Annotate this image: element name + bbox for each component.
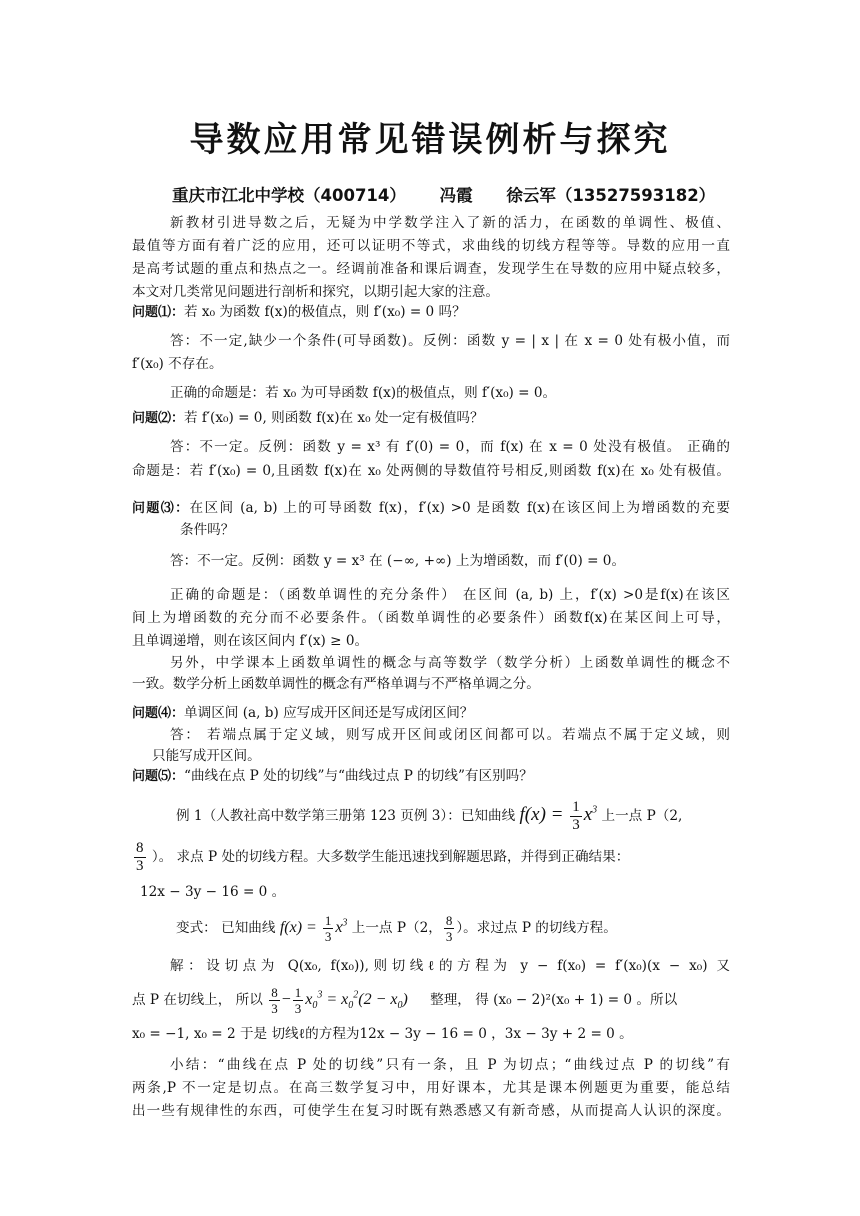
variant-question: ）。求过点 P 的切线方程。 — [456, 920, 617, 936]
solution-lead: 点 P 在切线上， 所以 — [132, 992, 263, 1008]
variant-formula: f(x) = — [279, 919, 321, 936]
q3-answer: 答：不一定。反例：函数 y = x³ 在 (−∞, +∞) 上为增函数，而 f′(0) = 0。 — [170, 553, 626, 569]
summary-line-1: 小结：“曲线在点 P 处的切线”只有一条，且 P 为切点；“曲线过点 P 的切线”有 — [170, 1057, 730, 1073]
q3-correct-line-3: 且单调递增，则在该区间内 f′(x) ≥ 0。 — [132, 633, 369, 649]
q1-answer-line-1: 答：不一定,缺少一个条件(可导函数)。反例：函数 y = | x | 在 x = 0 处有极小值，而 — [170, 333, 730, 349]
example-1-lead: 例 1（人教社高中数学第三册第 123 页例 3）：已知曲线 — [176, 808, 516, 824]
example-1-question: ）。 求点 P 处的切线方程。大多数学生能迅速找到解题思路，并得到正确结果： — [151, 849, 630, 865]
q3-correct-line-2: 间上为增函数的充分而不必要条件。（函数单调性的必要条件）函数f(x)在某区间上可导， — [132, 610, 730, 626]
example-1-point: 上一点 P（2, — [601, 808, 683, 824]
question-3 — [132, 499, 730, 518]
solution-line-1: 解：设切点为 Q(x₀, f(x₀)),则切线ℓ的方程为 y − f(x₀) = f′(x₀)(x − x₀) 又 — [170, 958, 730, 974]
q4-answer-line-1: 答： 若端点属于定义域，则写成开区间或闭区间都可以。若端点不属于定义域，则 — [170, 727, 730, 743]
question-1 — [132, 303, 466, 322]
author-feng: 冯霞 — [439, 186, 473, 205]
variant-line: 变式： 已知曲线 f(x) = $\frac{1}{3}$ $x^3$ 上一点 P（2， $\frac{8}{3}$ ）。求过点 P 的切线方程。 — [176, 913, 617, 944]
question-1-label: 问题⑴： — [132, 305, 185, 320]
page-title: 导数应用常见错误例析与探究 — [189, 120, 671, 160]
q2-answer-line-2: 命题是：若 f′(x₀) = 0,且函数 f(x)在 x₀ 处两侧的导数值符号相反,则函数 f(x)在 x₀ 处有极值。 — [132, 463, 730, 479]
intro-line-1: 新教材引进导数之后，无疑为中学数学注入了新的活力，在函数的单调性、极值、 — [170, 215, 730, 231]
question-5-text: “曲线在点 P 处的切线”与“曲线过点 P 的切线”有区别吗？ — [184, 768, 533, 784]
school-name: 重庆市江北中学校（400714） — [172, 186, 406, 205]
question-5-label: 问题⑸： — [132, 769, 185, 784]
summary-line-3: 出一些有规律性的东西，可使学生在复习时既有熟悉感又有新奇感，从而提高人认识的深度。 — [132, 1103, 730, 1119]
question-2 — [132, 409, 484, 428]
question-4 — [132, 704, 473, 723]
question-3-text: 在区间 (a, b) 上的可导函数 f(x)，f′(x) >0 是函数 f(x)在该区间上为增函数的充要 — [189, 500, 730, 516]
q3-note-line-1: 另外，中学课本上函数单调性的概念与高等数学（数学分析）上函数单调性的概念不 — [170, 655, 730, 671]
fraction-eight-thirds: $\frac{8}{3}$ — [136, 840, 144, 874]
example-1-line-1: 例 1（人教社高中数学第三册第 123 页例 3）：已知曲线 f(x) = $\frac{1}{3}$ $x^3$ 上一点 P（2, — [176, 799, 683, 833]
example-1-result: 12x − 3y − 16 = 0 。 — [140, 884, 286, 900]
question-3-text-cont: 条件吗？ — [180, 522, 235, 538]
intro-line-3: 是高考试题的重点和热点之一。经调前准备和课后调查，发现学生在导数的应用中疑点较多， — [132, 261, 730, 277]
intro-line-4: 本文对几类常见问题进行剖析和探究，以期引起大家的注意。 — [132, 284, 500, 300]
q1-correct-statement: 正确的命题是：若 x₀ 为可导函数 f(x)的极值点，则 f′(x₀) = 0。 — [170, 385, 557, 401]
solution-simplify: 整理， 得 (x₀ − 2)²(x₀ + 1) = 0 。所以 — [430, 992, 678, 1008]
summary-line-2: 两条,P 不一定是切点。在高三数学复习中，用好课本，尤其是课本例题更为重要，能总结 — [132, 1080, 730, 1096]
intro-line-2: 最值等方面有着广泛的应用，还可以证明不等式，求曲线的切线方程等等。导数的应用一直 — [132, 238, 730, 254]
curve-formula: f(x) = — [519, 804, 569, 825]
question-2-label: 问题⑵： — [132, 411, 185, 426]
question-2-text: 若 f′(x₀) = 0, 则函数 f(x)在 x₀ 处一定有极值吗？ — [184, 410, 484, 426]
question-4-text: 单调区间 (a, b) 应写成开区间还是写成闭区间？ — [184, 705, 474, 721]
variant-lead: 变式： 已知曲线 — [176, 920, 276, 936]
solution-line-3: x₀ = −1, x₀ = 2 于是 切线ℓ的方程为12x − 3y − 16 = 0 ，3x − 3y + 2 = 0 。 — [132, 1026, 633, 1042]
q2-answer-line-1: 答：不一定。反例：函数 y = x³ 有 f′(0) = 0，而 f(x) 在 x = 0 处没有极值。 正确的 — [170, 439, 730, 455]
byline — [172, 182, 715, 206]
fraction-one-third: $\frac{1}{3}$ — [572, 799, 580, 833]
question-3-label: 问题⑶： — [132, 501, 190, 516]
author-xu: 徐云军（13527593182） — [506, 186, 716, 205]
question-4-label: 问题⑷： — [132, 706, 185, 721]
question-5 — [132, 767, 533, 786]
variant-point: 上一点 P（2， — [351, 920, 442, 936]
q3-correct-line-1: 正确的命题是：（函数单调性的充分条件） 在区间 (a, b) 上，f′(x) >0是f(x)在该区 — [170, 587, 730, 603]
solution-line-2: 点 P 在切线上， 所以 $\frac{8}{3}$ − $\frac{1}{3}$ $x_0^3 = x_0^2(2 - x_0)$ 整理， 得 (x₀ − 2)²(x₀ + 1) = 0 。所以 — [132, 985, 678, 1016]
example-1-line-2 — [132, 840, 629, 875]
q4-answer-line-2: 只能写成开区间。 — [152, 748, 261, 764]
question-1-text: 若 x₀ 为函数 f(x)的极值点，则 f′(x₀) = 0 吗？ — [184, 304, 466, 320]
q3-note-line-2: 一致。数学分析上函数单调性的概念有严格单调与不严格单调之分。 — [132, 676, 540, 692]
q1-answer-line-2: f′(x₀) 不存在。 — [132, 356, 223, 372]
